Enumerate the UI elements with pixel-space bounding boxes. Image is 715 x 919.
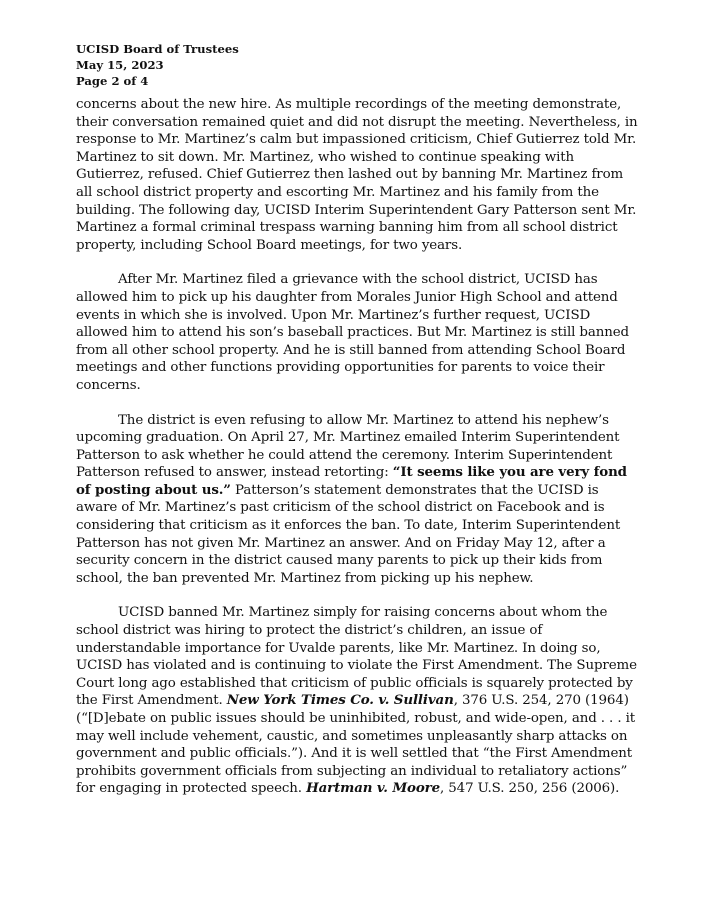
text-segment: concerns about the new hire. As multiple recordings of the meeting demonstrate, their conversation remained quiet and did not disrupt the meeting. Nevertheless, in response to Mr. Martinez’s calm but impassioned criticism, Chief Gutierrez told Mr. Martinez to sit down. Mr. Martinez, who wished to continue speaking with Gutierrez, refused. Chief Gutierrez then lashed out by banning Mr. Martinez from all school district property and escorting Mr. Martinez and his family from the building. The following day, UCISD Interim Superintendent Gary Patterson sent Mr. Martinez a formal criminal trespass warning banning him from all school district property, including School Board meetings, for two years. xyxy=(76,97,638,253)
header-page-number: Page 2 of 4 xyxy=(76,74,149,88)
letter-page xyxy=(76,41,642,815)
case-citation: Hartman v. Moore xyxy=(306,780,440,797)
paragraph-3 xyxy=(76,412,642,588)
text-segment: , 547 U.S. 250, 256 (2006). xyxy=(440,781,620,797)
paragraph-4 xyxy=(76,604,642,798)
text-segment: Patterson’s statement demonstrates that the UCISD is aware of Mr. Martinez’s past criticism of the school district on Facebook and is considering that criticism as it enforces the ban. To date, Interim Superintendent Patterson has not given Mr. Martinez an answer. And on Friday May 12, after a security concern in the district caused many parents to pick up their kids from school, the ban prevented Mr. Martinez from picking up his nephew. xyxy=(76,482,621,586)
paragraph-1 xyxy=(76,96,642,254)
header-date: May 15, 2023 xyxy=(76,58,164,72)
text-segment: , 376 U.S. 254, 270 (1964) (“[D]ebate on public issues should be uninhibited, robust, and wide-open, and . . . it may well include vehement, caustic, and sometimes unpleasantly sharp attacks on government and public officials.”). And it is well settled that “the First Amendment prohibits government officials from subjecting an individual to retaliatory actions” for engaging in protected speech. xyxy=(76,693,636,797)
case-citation: New York Times Co. v. Sullivan xyxy=(226,692,454,709)
text-segment: UCISD banned Mr. Martinez simply for raising concerns about whom the school district was hiring to protect the district’s children, an issue of understandable importance for Uvalde parents, like Mr. Martinez. In doing so, UCISD has violated and is continuing to violate the First Amendment. The Supreme Court long ago established that criticism of public officials is squarely protected by the First Amendment. xyxy=(76,605,637,709)
header-org: UCISD Board of Trustees xyxy=(76,42,239,56)
text-segment: After Mr. Martinez filed a grievance with the school district, UCISD has allowed him to pick up his daughter from Morales Junior High School and attend events in which she is involved. Upon Mr. Martinez’s further request, UCISD allowed him to attend his son’s baseball practices. But Mr. Martinez is still banned from all other school property. And he is still banned from attending School Board meetings and other functions providing opportunities for parents to voice their concerns. xyxy=(76,272,630,393)
letter-header xyxy=(76,41,642,89)
paragraph-2 xyxy=(76,271,642,394)
quote-bold: “It seems like you are very fond of posting about us.” xyxy=(76,464,627,498)
text-segment: The district is even refusing to allow Mr. Martinez to attend his nephew’s upcoming graduation. On April 27, Mr. Martinez emailed Interim Superintendent Patterson to ask whether he could attend the ceremony. Interim Superintendent Patterson refused to answer, instead retorting: xyxy=(76,412,620,481)
